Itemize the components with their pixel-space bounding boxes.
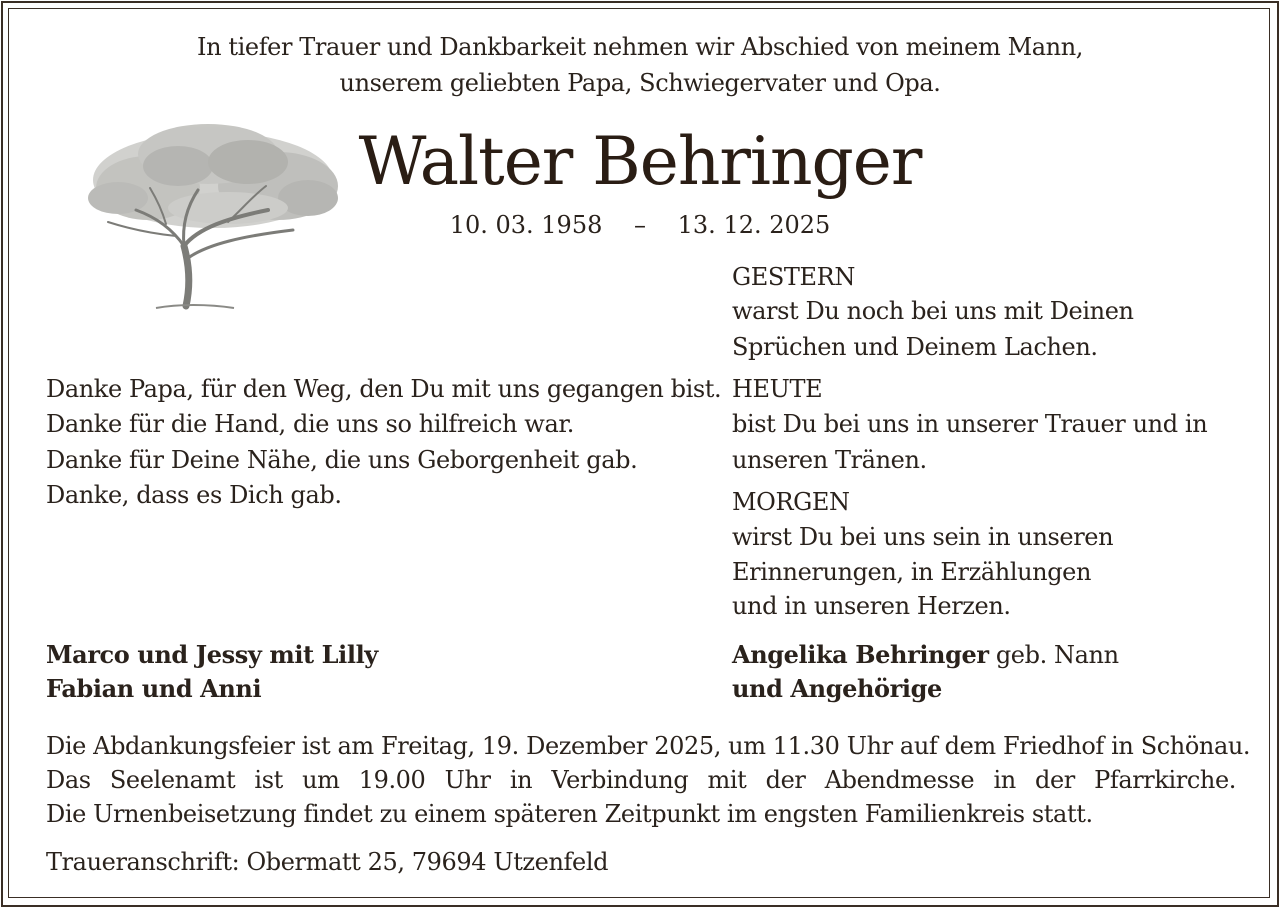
birth-date: 10. 03. 1958 bbox=[449, 211, 603, 239]
poem-right-line: unseren Tränen. bbox=[732, 446, 927, 474]
death-date: 13. 12. 2025 bbox=[677, 211, 831, 239]
poem-right-line: Sprüchen und Deinem Lachen. bbox=[732, 333, 1098, 361]
mourners-right-line-2: und Angehörige bbox=[732, 674, 942, 703]
poem-right-line: und in unseren Herzen. bbox=[732, 592, 1011, 620]
intro-line-2: unserem geliebten Papa, Schwiegervater und Opa. bbox=[339, 69, 941, 97]
poem-right-line: bist Du bei uns in unserer Trauer und in bbox=[732, 410, 1208, 438]
ceremony-line: Die Urnenbeisetzung findet zu einem späteren Zeitpunkt im engsten Familienkreis statt. bbox=[46, 800, 1093, 828]
poem-right-line: GESTERN bbox=[732, 263, 855, 291]
maiden-name: geb. Nann bbox=[988, 641, 1119, 669]
widow-name: Angelika Behringer bbox=[732, 640, 989, 669]
ceremony-line: Das Seelenamt ist um 19.00 Uhr in Verbindung mit der Abendmesse in der Pfarrkirche. bbox=[46, 766, 1236, 794]
mourners-left-line: Fabian und Anni bbox=[46, 674, 262, 703]
ceremony-line: Die Abdankungsfeier ist am Freitag, 19. Dezember 2025, um 11.30 Uhr auf dem Friedhof in Schönau. bbox=[46, 732, 1251, 760]
poem-right-line: wirst Du bei uns sein in unseren bbox=[732, 523, 1114, 551]
poem-right-line: Erinnerungen, in Erzählungen bbox=[732, 558, 1092, 586]
date-separator: – bbox=[634, 211, 646, 239]
life-dates bbox=[0, 208, 1280, 242]
poem-right-line: warst Du noch bei uns mit Deinen bbox=[732, 297, 1134, 325]
mourners-right-line-1 bbox=[732, 638, 1119, 672]
poem-left-line: Danke für Deine Nähe, die uns Geborgenheit gab. bbox=[46, 446, 638, 474]
poem-right-line: HEUTE bbox=[732, 375, 823, 403]
intro-line-1: In tiefer Trauer und Dankbarkeit nehmen wir Abschied von meinem Mann, bbox=[197, 33, 1083, 61]
poem-left-line: Danke für die Hand, die uns so hilfreich war. bbox=[46, 410, 575, 438]
deceased-name: Walter Behringer bbox=[358, 123, 922, 200]
mourning-address: Traueranschrift: Obermatt 25, 79694 Utzenfeld bbox=[46, 848, 609, 876]
poem-left-line: Danke Papa, für den Weg, den Du mit uns gegangen bist. bbox=[46, 375, 722, 403]
poem-right-line: MORGEN bbox=[732, 488, 850, 516]
mourners-left-line: Marco und Jessy mit Lilly bbox=[46, 640, 378, 669]
poem-left-line: Danke, dass es Dich gab. bbox=[46, 481, 342, 509]
